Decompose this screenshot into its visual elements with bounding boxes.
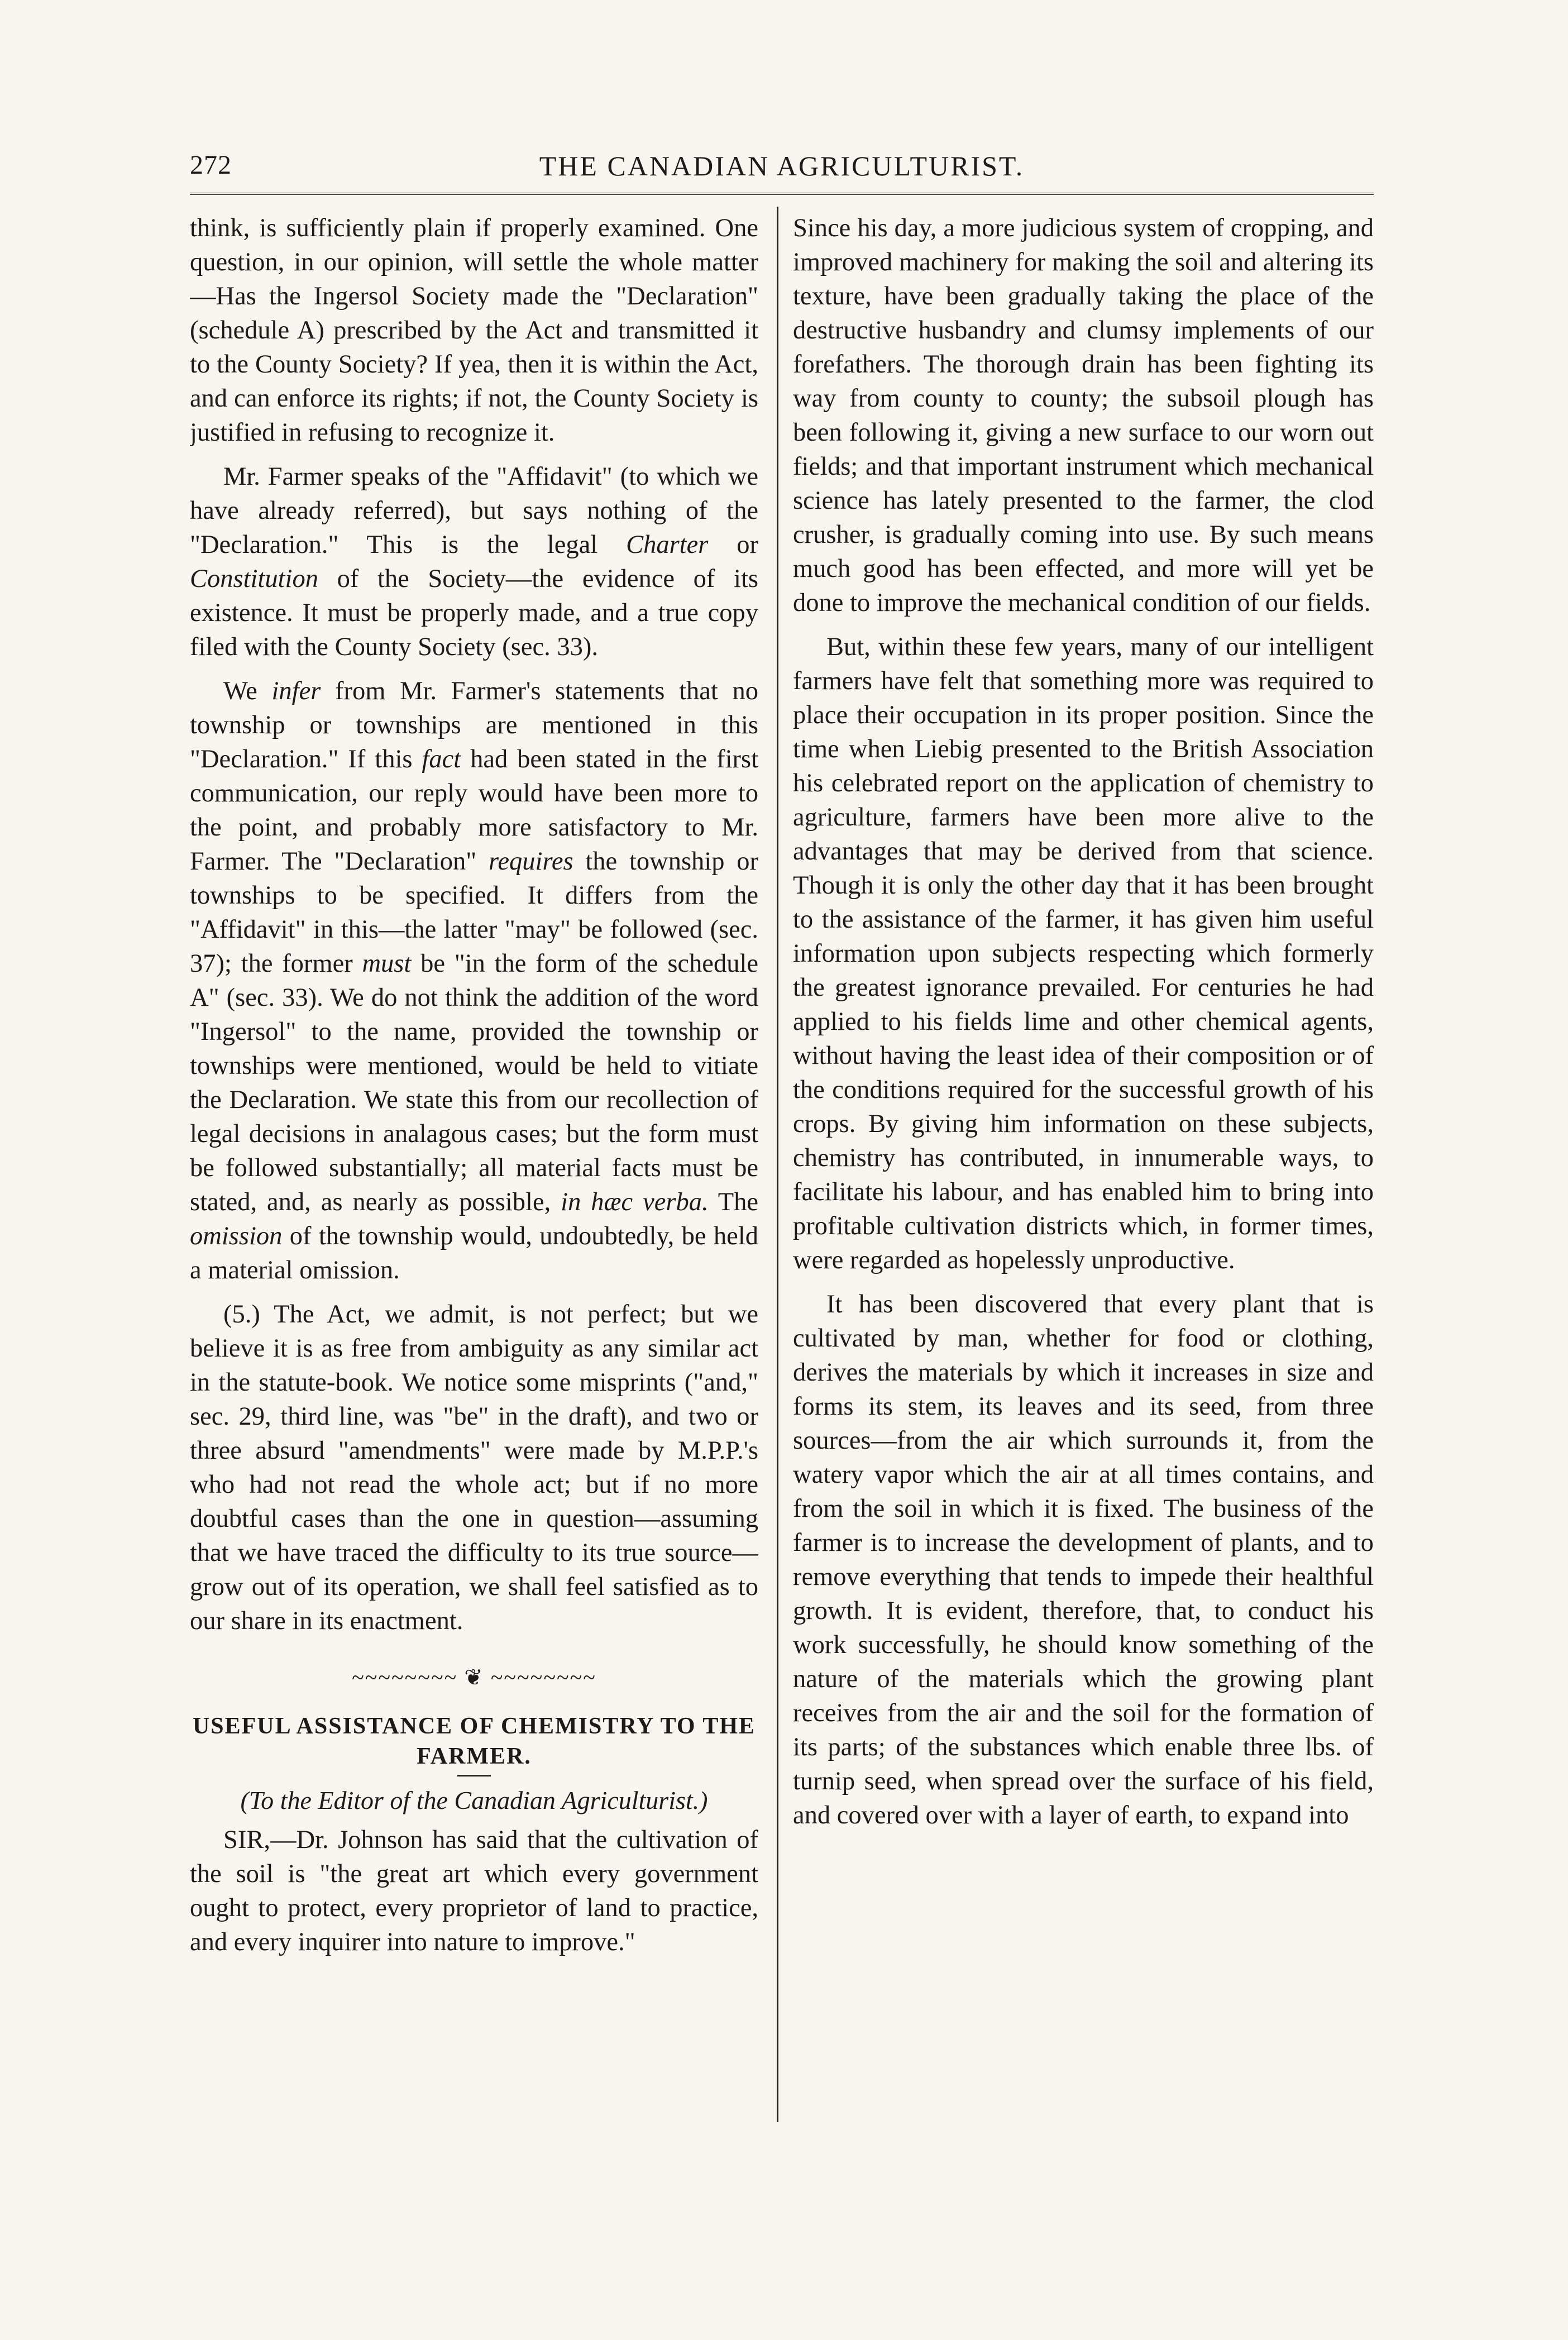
editor-line: (To the Editor of the Canadian Agriculturist.) — [240, 1786, 708, 1814]
paragraph: Mr. Farmer speaks of the "Affidavit" (to which we have already referred), but says nothing of the "Declaration." This is the legal Charter or Constitution of the Society—the evidence of its existence. It must be properly made, and a true copy filed with the County Society (sec. 33). — [190, 462, 758, 661]
paragraph: SIR,—Dr. Johnson has said that the cultivation of the soil is "the great art which every government ought to protect, every proprietor of land to practice, and every inquirer into nature to improve." — [190, 1826, 758, 1956]
page-header — [190, 150, 1374, 190]
paragraph: We infer from Mr. Farmer's statements that no township or townships are mentioned in this "Declaration." If this fact had been stated in the first communication, our reply would have been more to the point, and probably more satisfactory to Mr. Farmer. The "Declaration" requires the township or townships to be specified. It differs from the "Affidavit" in this—the latter "may" be followed (sec. 37); the former must be "in the form of the schedule A" (sec. 33). We do not think the addition of the word "Ingersol" to the name, provided the township or townships were mentioned, would be held to vitiate the Declaration. We state this from our recollection of legal decisions in analagous cases; but the form must be followed substantially; all material facts must be stated, and, as nearly as possible, in hæc verba. The omission of the township would, undoubtedly, be held a material omission. — [190, 677, 758, 1284]
paragraph: (5.) The Act, we admit, is not perfect; but we believe it is as free from ambiguity as any similar act in the statute-book. We notice some misprints ("and," sec. 29, third line, was "be" in the draft), and two or three absurd "amendments" were made by M.P.P.'s who had not read the whole act; but if no more doubtful cases than the one in question—assuming that we have traced the difficulty to its true source—grow out of its operation, we shall feel satisfied as to our share in its enactment. — [190, 1300, 758, 1635]
paragraph: Since his day, a more judicious system of cropping, and improved machinery for making the soil and altering its texture, have been gradually taking the place of the destructive husbandry and clumsy implements of our forefathers. The thorough drain has been fighting its way from county to county; the subsoil plough has been following it, giving a new surface to our worn out fields; and that important instrument which mechanical science has lately presented to the farmer, the clod crusher, is gradually coming into use. By such means much good has been effected, and more will yet be done to improve the mechanical condition of our fields. — [793, 214, 1374, 617]
paragraph: It has been discovered that every plant that is cultivated by man, whether for food or clothing, derives the materials by which it increases in size and forms its stem, its leaves and its seed, from three sources—from the air which surrounds it, from the watery vapor which the air at all times contains, and from the soil in which it is fixed. The business of the farmer is to increase the development of plants, and to remove everything that tends to impede their healthful growth. It is evident, therefore, that, to conduct his work successfully, he should know something of the nature of the materials which the growing plant receives from the air and the soil for the formation of its parts; of the substances which enable three lbs. of turnip seed, when spread over the surface of his field, and covered over with a layer of earth, to expand into — [793, 1290, 1374, 1830]
column-rule — [777, 207, 778, 2122]
running-title: THE CANADIAN AGRICULTURIST. — [539, 150, 1025, 182]
page-number: 272 — [190, 150, 232, 180]
header-rule — [190, 193, 1374, 195]
article-title: USEFUL ASSISTANCE OF CHEMISTRY TO THE FARMER. — [192, 1713, 756, 1769]
paragraph: think, is sufficiently plain if properly examined. One question, in our opinion, will settle the whole matter—Has the Ingersol Society made the "Declaration" (schedule A) prescribed by the Act and transmitted it to the County Society? If yea, then it is within the Act, and can enforce its rights; if not, the County Society is justified in refusing to recognize it. — [190, 214, 758, 447]
left-column — [190, 211, 758, 2121]
title-rule — [457, 1775, 491, 1777]
right-column — [793, 211, 1374, 2121]
fleuron-divider: ~~~~~~~~ ❦ ~~~~~~~~ — [352, 1665, 596, 1690]
paragraph: But, within these few years, many of our intelligent farmers have felt that something more was required to place their occupation in its proper position. Since the time when Liebig presented to the British Association his celebrated report on the application of chemistry to agriculture, farmers have been more alive to the advantages that may be derived from that science. Though it is only the other day that it has been brought to the assistance of the farmer, it has given him useful information upon subjects respecting which formerly the greatest ignorance prevailed. For centuries he had applied to his fields lime and other chemical agents, without having the least idea of their composition or of the conditions required for the successful growth of his crops. By giving him information on these subjects, chemistry has contributed, in innumerable ways, to facilitate his labour, and has enabled him to bring into profitable cultivation districts which, in former times, were regarded as hopelessly unproductive. — [793, 633, 1374, 1274]
